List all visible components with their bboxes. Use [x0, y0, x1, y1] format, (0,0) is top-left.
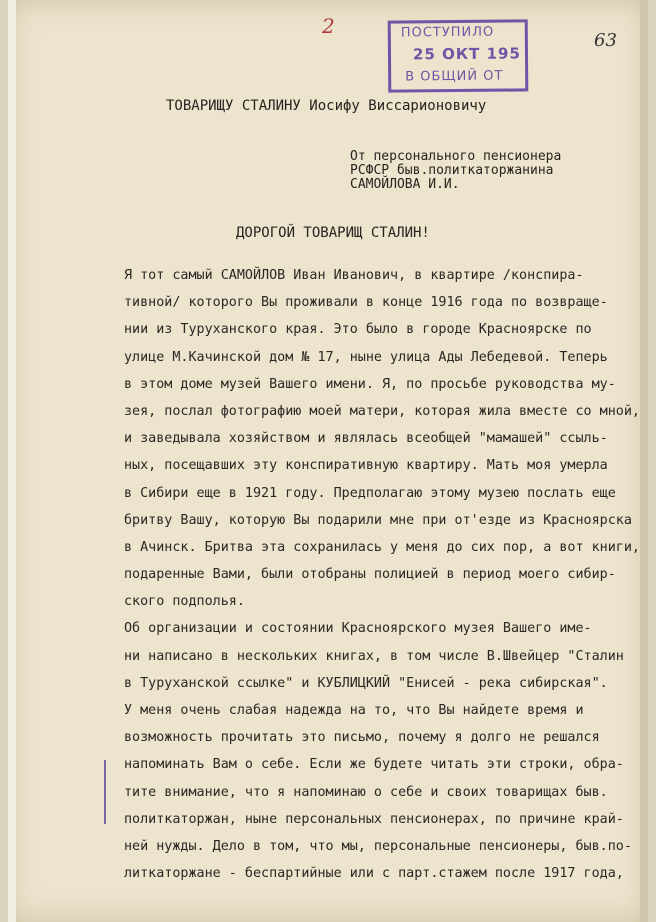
- body-line: в Туруханской ссылке" и КУБЛИЦКИЙ "Енисей - река сибирская".: [124, 675, 608, 691]
- body-line: возможность прочитать это письмо, почему я долго не решался: [124, 730, 600, 746]
- body-line: зея, послал фотографию моей матери, которая жила вместе со мной,: [124, 403, 640, 419]
- binder-edge: [8, 0, 16, 922]
- letter-body: [124, 262, 644, 887]
- sender-line: От персонального пенсионера: [350, 149, 562, 164]
- stamp-line-3: В ОБЩИЙ ОТ: [405, 68, 504, 85]
- folio-number: 63: [594, 30, 617, 51]
- body-line: политкаторжан, ныне персональных пенсионерах, по причине край-: [124, 811, 624, 827]
- body-line: Об организации и состоянии Красноярского музея Вашего име-: [124, 621, 592, 637]
- body-line: тивной/ которого Вы проживали в конце 1916 года по возвраще-: [124, 295, 608, 311]
- received-stamp: [388, 19, 529, 92]
- body-line: литкаторжане - беспартийные или с парт.стажем после 1917 года,: [124, 866, 624, 882]
- body-line: бритву Вашу, которую Вы подарили мне при от'езде из Красноярска: [124, 512, 632, 528]
- body-line: ского подполья.: [124, 594, 245, 610]
- sender-line: САМОЙЛОВА И.И.: [350, 177, 460, 192]
- body-line: напоминать Вам о себе. Если же будете читать эти строки, обра-: [124, 757, 624, 773]
- addressee: ТОВАРИЩУ СТАЛИНУ Иосифу Виссарионовичу: [166, 98, 487, 114]
- stamp-date: 25 ОКТ 195: [412, 44, 521, 64]
- salutation: ДОРОГОЙ ТОВАРИЩ СТАЛИН!: [236, 225, 430, 241]
- document-page: [8, 0, 648, 922]
- body-line: в этом доме музей Вашего имени. Я, по просьбе руководства му-: [124, 376, 616, 392]
- margin-pencil-mark: [104, 760, 106, 824]
- registry-mark: 2: [322, 14, 335, 38]
- body-line: и заведывала хозяйством и являлась всеобщей "мамашей" ссыль-: [124, 431, 608, 447]
- body-line: в Ачинск. Бритва эта сохранилась у меня до сих пор, а вот книги,: [124, 539, 640, 555]
- body-line: ней нужды. Дело в том, что мы, персональные пенсионеры, быв.по-: [124, 838, 632, 854]
- stamp-line-1: ПОСТУПИЛО: [400, 24, 495, 41]
- body-line: ных, посещавших эту конспиративную квартиру. Мать моя умерла: [124, 458, 608, 474]
- body-line: подаренные Вами, были отобраны полицией в период моего сибир-: [124, 567, 616, 583]
- body-line: У меня очень слабая надежда на то, что Вы найдете время и: [124, 703, 584, 718]
- body-line: ни написано в нескольких книгах, в том числе В.Швейцер "Сталин: [124, 648, 624, 664]
- body-line: в Сибири еще в 1921 году. Предполагаю этому музею послать еще: [124, 485, 616, 501]
- body-line: Я тот самый САМОЙЛОВ Иван Иванович, в квартире /конспира-: [124, 268, 584, 283]
- body-line: тите внимание, что я напоминаю о себе и своих товарищах быв.: [124, 784, 608, 800]
- body-line: нии из Туруханского края. Это было в городе Красноярске по: [124, 322, 592, 338]
- body-line: улице М.Качинской дом № 17, ныне улица Ады Лебедевой. Теперь: [124, 349, 608, 365]
- sender-block: [350, 150, 561, 192]
- sender-line: РСФСР быв.политкаторжанина: [350, 163, 554, 178]
